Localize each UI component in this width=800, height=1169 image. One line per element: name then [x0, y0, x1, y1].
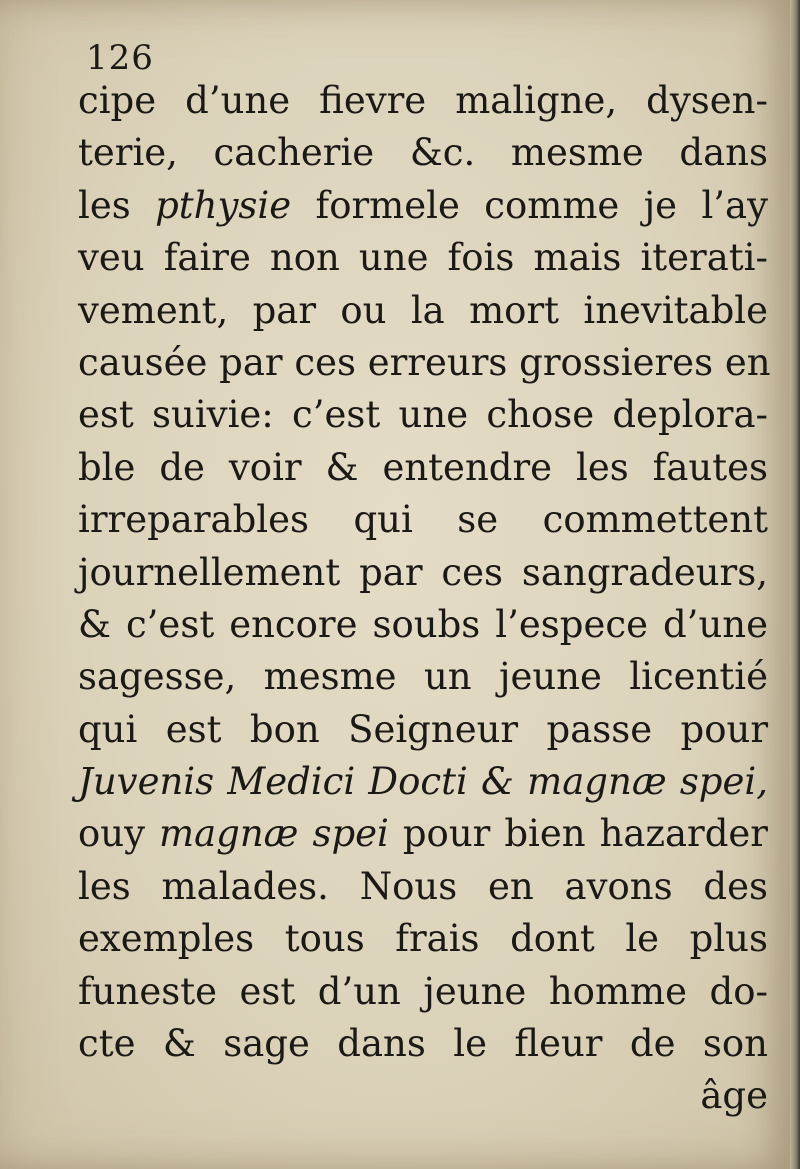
text-segment: funeste est d’un jeune homme do- [78, 969, 768, 1013]
text-line [78, 337, 771, 389]
text-segment: formele comme je l’ay [291, 183, 769, 227]
text-line [78, 756, 768, 808]
text-line [78, 704, 768, 756]
italic-text-segment: pthysie [155, 183, 292, 227]
page-edge [790, 0, 800, 1169]
text-line [78, 651, 768, 703]
text-segment: pour bien hazarder [388, 812, 768, 856]
text-segment: terie, cacherie &c. mesme dans [78, 131, 768, 175]
text-line [78, 966, 768, 1018]
text-segment: cte & sage dans le fleur de son [78, 1022, 768, 1066]
text-line [78, 75, 768, 127]
text-segment: veu faire non une fois mais iterati- [78, 236, 768, 280]
page-text-block [78, 75, 771, 1123]
text-segment: âge [700, 1074, 768, 1118]
text-line [78, 861, 768, 913]
italic-text-segment: magnæ spei [159, 812, 389, 856]
text-line [78, 232, 768, 284]
text-line [78, 442, 768, 494]
text-line [78, 913, 768, 965]
text-line [78, 599, 768, 651]
text-segment: journellement par ces sangradeurs, [78, 550, 768, 594]
text-segment: irreparables qui se commettent [78, 498, 768, 542]
italic-text-segment: Juvenis Medici Docti & magnæ spei, [78, 760, 768, 804]
text-segment: exemples tous frais dont le plus [78, 917, 768, 961]
text-segment: cipe d’une fievre maligne, dysen- [78, 79, 768, 122]
text-line [78, 180, 768, 232]
text-segment: est suivie: c’est une chose deplora- [78, 393, 768, 437]
text-line [78, 547, 768, 599]
text-segment: causée par ces erreurs grossieres en [78, 340, 771, 384]
text-segment: ouy [78, 812, 160, 856]
text-line [78, 389, 768, 441]
text-line [78, 127, 768, 179]
text-segment: vement, par ou la mort inevitable [78, 288, 768, 332]
text-segment: qui est bon Seigneur passe pour [78, 707, 768, 751]
text-segment: ble de voir & entendre les fautes [78, 445, 768, 489]
text-segment: & c’est encore soubs l’espece d’une [78, 602, 768, 646]
page-number: 126 [86, 38, 154, 78]
text-line [78, 285, 768, 337]
text-line [78, 1018, 768, 1070]
text-segment: les malades. Nous en avons des [78, 864, 768, 908]
text-line [78, 808, 768, 860]
text-segment: sagesse, mesme un jeune licentié [78, 655, 768, 699]
text-line [78, 1070, 768, 1122]
text-line [78, 494, 768, 546]
text-segment: les [78, 183, 156, 227]
